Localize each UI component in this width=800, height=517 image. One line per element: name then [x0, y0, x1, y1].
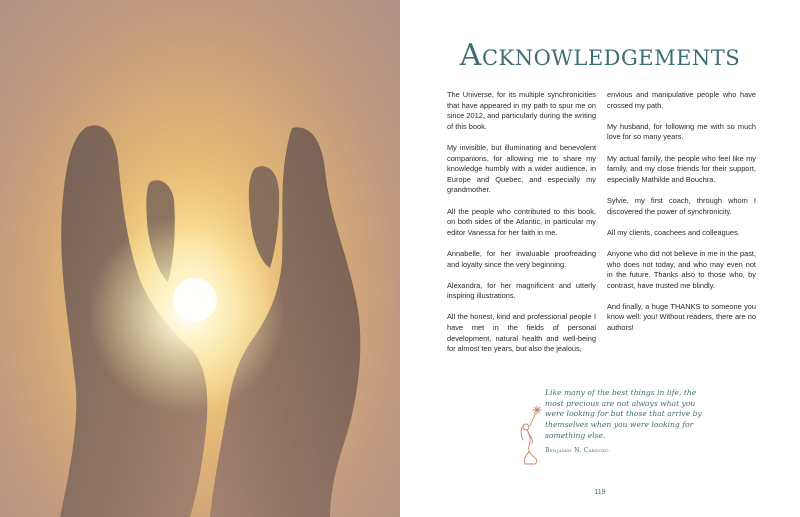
acknowledgements-page: [400, 0, 800, 517]
paragraph: My actual family, the people who feel like my family, and my close friends for their support, especially Mathilde and Bouchra.: [607, 153, 756, 184]
quote-author: Benjamin N. Cardozo: [545, 447, 609, 454]
quote-text: Like many of the best things in life, the most precious are not always what you were looking for but those that arrive by themselves when you were looking for something else.: [545, 388, 702, 440]
page-number: 119: [594, 489, 606, 496]
woman-reaching-star-icon: [517, 400, 547, 470]
paragraph: All my clients, coachees and colleagues.: [607, 227, 740, 237]
paragraph: All the people who contributed to this book, on both sides of the Atlantic, in particular my editor Vanessa for her faith in me.: [447, 206, 596, 237]
paragraph: Annabelle, for her invaluable proofreading and loyalty since the very beginning.: [447, 248, 596, 269]
page-title: Acknowledgements: [459, 38, 741, 73]
sun-core: [173, 278, 217, 322]
paragraph: My invisible, but illuminating and benevolent companions, for allowing me to share my knowledge humbly with a wider audience, in Europe and Quebec, and especially my grandmother.: [447, 142, 596, 195]
right-text-column: [607, 90, 756, 344]
paragraph: All the honest, kind and professional people I have met in the fields of personal development, natural health and well-being for almost ten years, but also the jealous,: [447, 312, 596, 354]
paragraph: And finally, a huge THANKS to someone you know well: you! Without readers, there are no authors!: [607, 301, 756, 333]
paragraph: Anyone who did not believe in me in the past, who does not today, and who may even not in the future. Thanks also to those who, by contrast, have trusted me blindly.: [607, 248, 756, 290]
paragraph: envious and manipulative people who have crossed my path.: [607, 90, 756, 110]
paragraph: Alexandra, for her magnificent and utterly inspiring illustrations.: [447, 280, 596, 301]
paragraph: The Universe, for its multiple synchronicities that have appeared in my path to spur me on since 2012, and particularly during the writing of this book.: [447, 90, 596, 131]
paragraph: Sylvie, my first coach, through whom I discovered the power of synchronicity.: [607, 195, 756, 216]
paragraph: My husband, for following me with so much love for so many years.: [607, 121, 756, 142]
left-text-column: [447, 90, 596, 365]
